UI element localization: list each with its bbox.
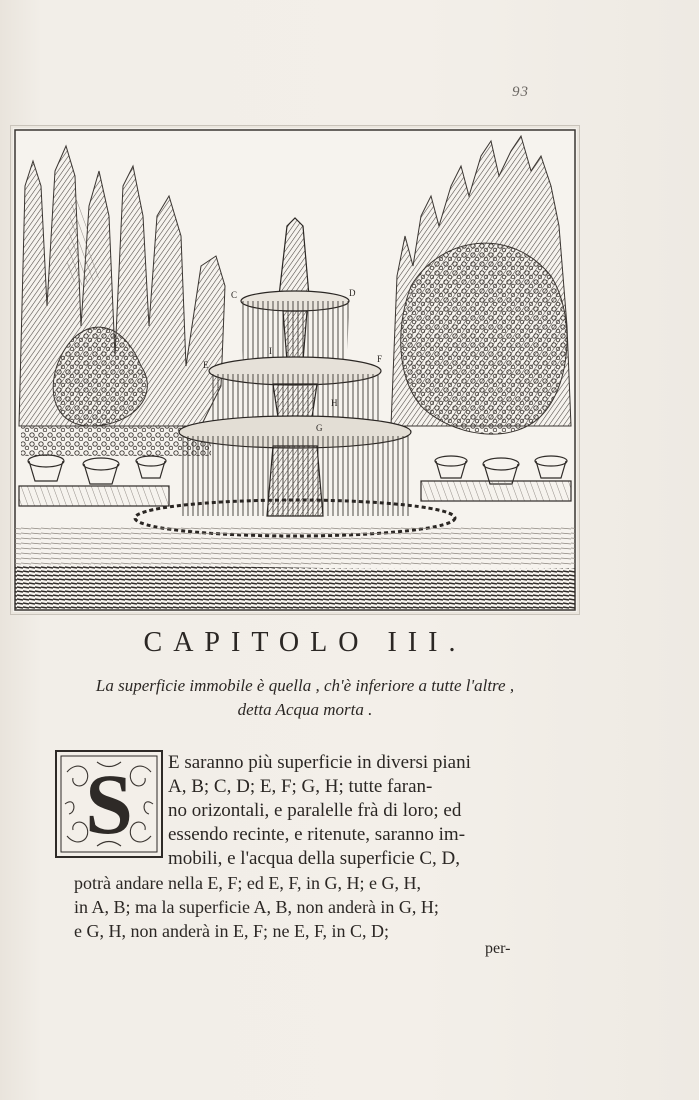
body-line: in A, B; ma la superficie A, B, non anderà in G, H; (74, 897, 439, 917)
subtitle-line: detta Acqua morta . (237, 700, 373, 719)
plate-foreground-shadow (15, 565, 575, 610)
chapter-subtitle (60, 674, 550, 722)
plate-label-e: E (203, 360, 209, 370)
chapter-title: CAPITOLO III. (143, 627, 467, 658)
body-line: A, B; C, D; E, F; G, H; tutte faran- (168, 776, 433, 797)
plate-label-c: C (231, 290, 238, 300)
plate-label-h: H (331, 398, 338, 408)
body-line: no orizontali, e paralelle frà di loro; ed (168, 800, 462, 821)
catchword: per- (485, 940, 511, 957)
plate-label-d: D (349, 288, 356, 298)
body-line: mobili, e l'acqua della superficie C, D, (168, 848, 461, 869)
initial-letter: S (85, 756, 133, 852)
fountain-engraving (10, 125, 580, 615)
engraving-artwork (11, 126, 579, 614)
subtitle-line: La superficie immobile è quella , ch'è inferiore a tutte l'altre , (95, 676, 515, 695)
body-line: e G, H, non anderà in E, F; ne E, F, in C, D; (74, 921, 390, 941)
page-number: 93 (512, 84, 529, 100)
plate-ground (15, 526, 575, 566)
decorated-initial (55, 750, 163, 858)
plate-label-g: G (316, 423, 323, 433)
body-line: potrà andare nella E, F; ed E, F, in G, H; e G, H, (74, 873, 421, 893)
plate-label-f: F (377, 354, 383, 364)
body-line: E saranno più superficie in diversi piani (168, 752, 471, 773)
plate-label-i: I (269, 346, 272, 356)
body-line: essendo recinte, e ritenute, saranno im- (168, 824, 466, 845)
